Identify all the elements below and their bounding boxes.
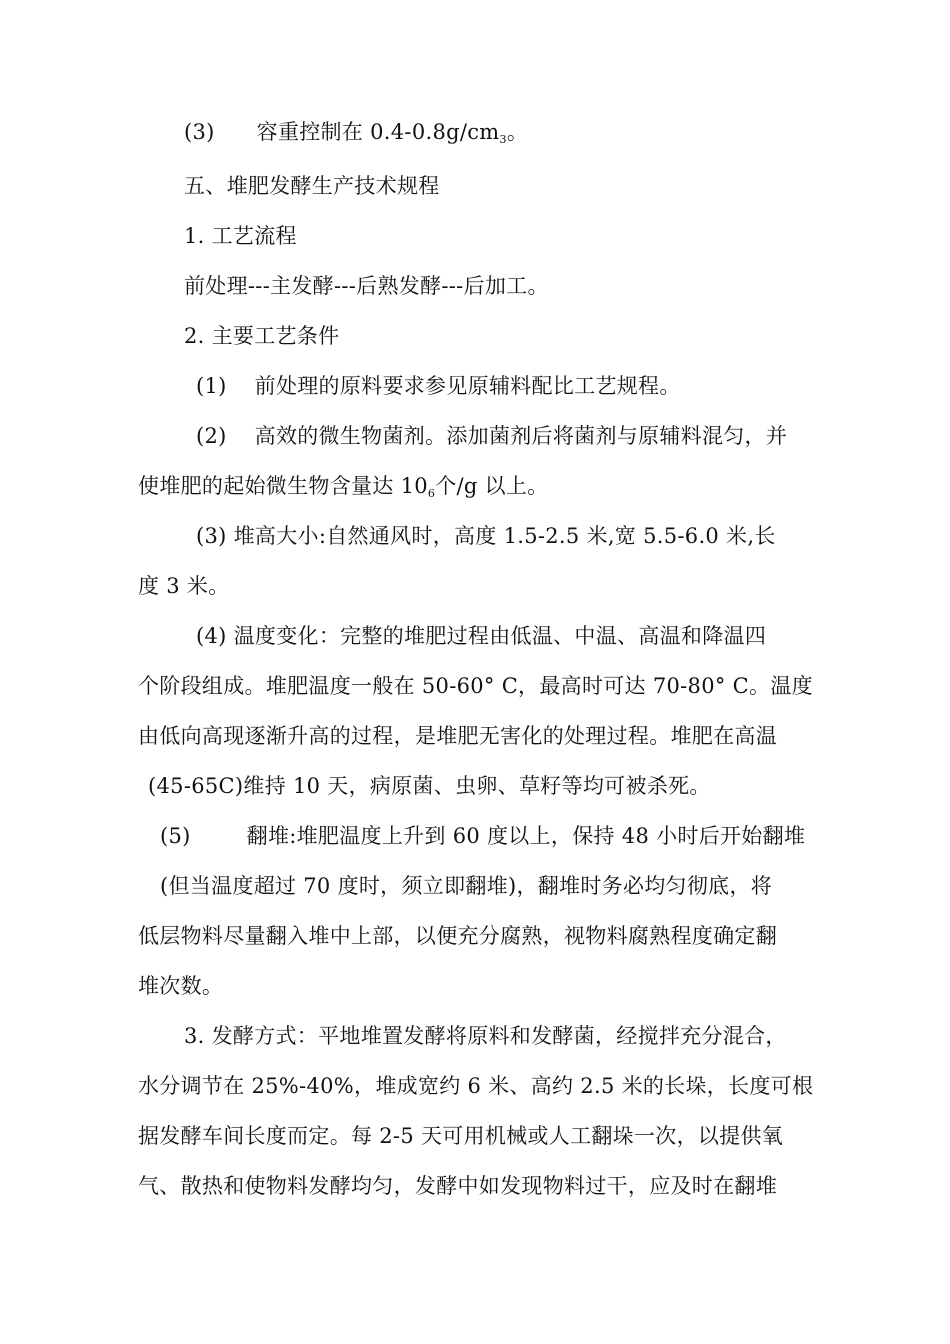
condition-item-5: (5) 翻堆:堆肥温度上升到 60 度以上，保持 48 小时后开始翻堆 [160, 824, 806, 848]
subscript: 3 [499, 133, 507, 146]
condition-item-5-cont-2: 低层物料尽量翻入堆中上部，以便充分腐熟，视物料腐熟程度确定翻 [138, 924, 777, 948]
condition-item-2-cont: 使堆肥的起始微生物含量达 106个/g 以上。 [138, 474, 549, 500]
condition-item-3-cont: 度 3 米。 [138, 574, 230, 598]
fermentation-method-cont-3: 气、散热和使物料发酵均匀，发酵中如发现物料过干，应及时在翻堆 [138, 1174, 777, 1198]
process-flow-text: 前处理---主发酵---后熟发酵---后加工。 [184, 274, 549, 298]
item-text: 容重控制在 0.4-0.8g/cm [256, 120, 500, 144]
fermentation-method-cont-1: 水分调节在 25%-40%，堆成宽约 6 米、高约 2.5 米的长垛，长度可根 [138, 1074, 814, 1098]
condition-item-4-cont-3: (45-65C)维持 10 天，病原菌、虫卵、草籽等均可被杀死。 [148, 774, 711, 798]
fermentation-method-cont-2: 据发酵车间长度而定。每 2-5 天可用机械或人工翻垛一次，以提供氧 [138, 1124, 784, 1148]
condition-item-4-cont-2: 由低向高现逐渐升高的过程，是堆肥无害化的处理过程。堆肥在高温 [138, 724, 777, 748]
item-number: (1) [196, 374, 227, 398]
condition-item-4-cont-1: 个阶段组成。堆肥温度一般在 50-60° C，最高时可达 70-80° C。温度 [138, 674, 813, 698]
subscript: 6 [427, 487, 436, 500]
fermentation-method: 3. 发酵方式：平地堆置发酵将原料和发酵菌，经搅拌充分混合， [184, 1024, 787, 1048]
condition-item-5-cont-1: (但当温度超过 70 度时，须立即翻堆)，翻堆时务必均匀彻底，将 [160, 874, 773, 898]
item-3-bulk-density: (3) 容重控制在 0.4-0.8g/cm3。 [184, 120, 529, 146]
condition-item-3: (3) 堆高大小:自然通风时，高度 1.5-2.5 米,宽 5.5-6.0 米,长 [196, 524, 776, 548]
condition-item-4: (4) 温度变化：完整的堆肥过程由低温、中温、高温和降温四 [196, 624, 767, 648]
subheading-process-conditions: 2. 主要工艺条件 [184, 324, 340, 348]
condition-item-2: (2) 高效的微生物菌剂。添加菌剂后将菌剂与原辅料混匀，并 [196, 424, 788, 448]
item-number: (3) [184, 120, 215, 144]
section-heading-5: 五、堆肥发酵生产技术规程 [184, 174, 440, 198]
item-number: (2) [196, 424, 227, 448]
item-number: (5) [160, 824, 191, 848]
condition-item-1: (1) 前处理的原料要求参见原辅料配比工艺规程。 [196, 374, 681, 398]
subheading-process-flow: 1. 工艺流程 [184, 224, 297, 248]
condition-item-5-cont-3: 堆次数。 [138, 974, 224, 998]
